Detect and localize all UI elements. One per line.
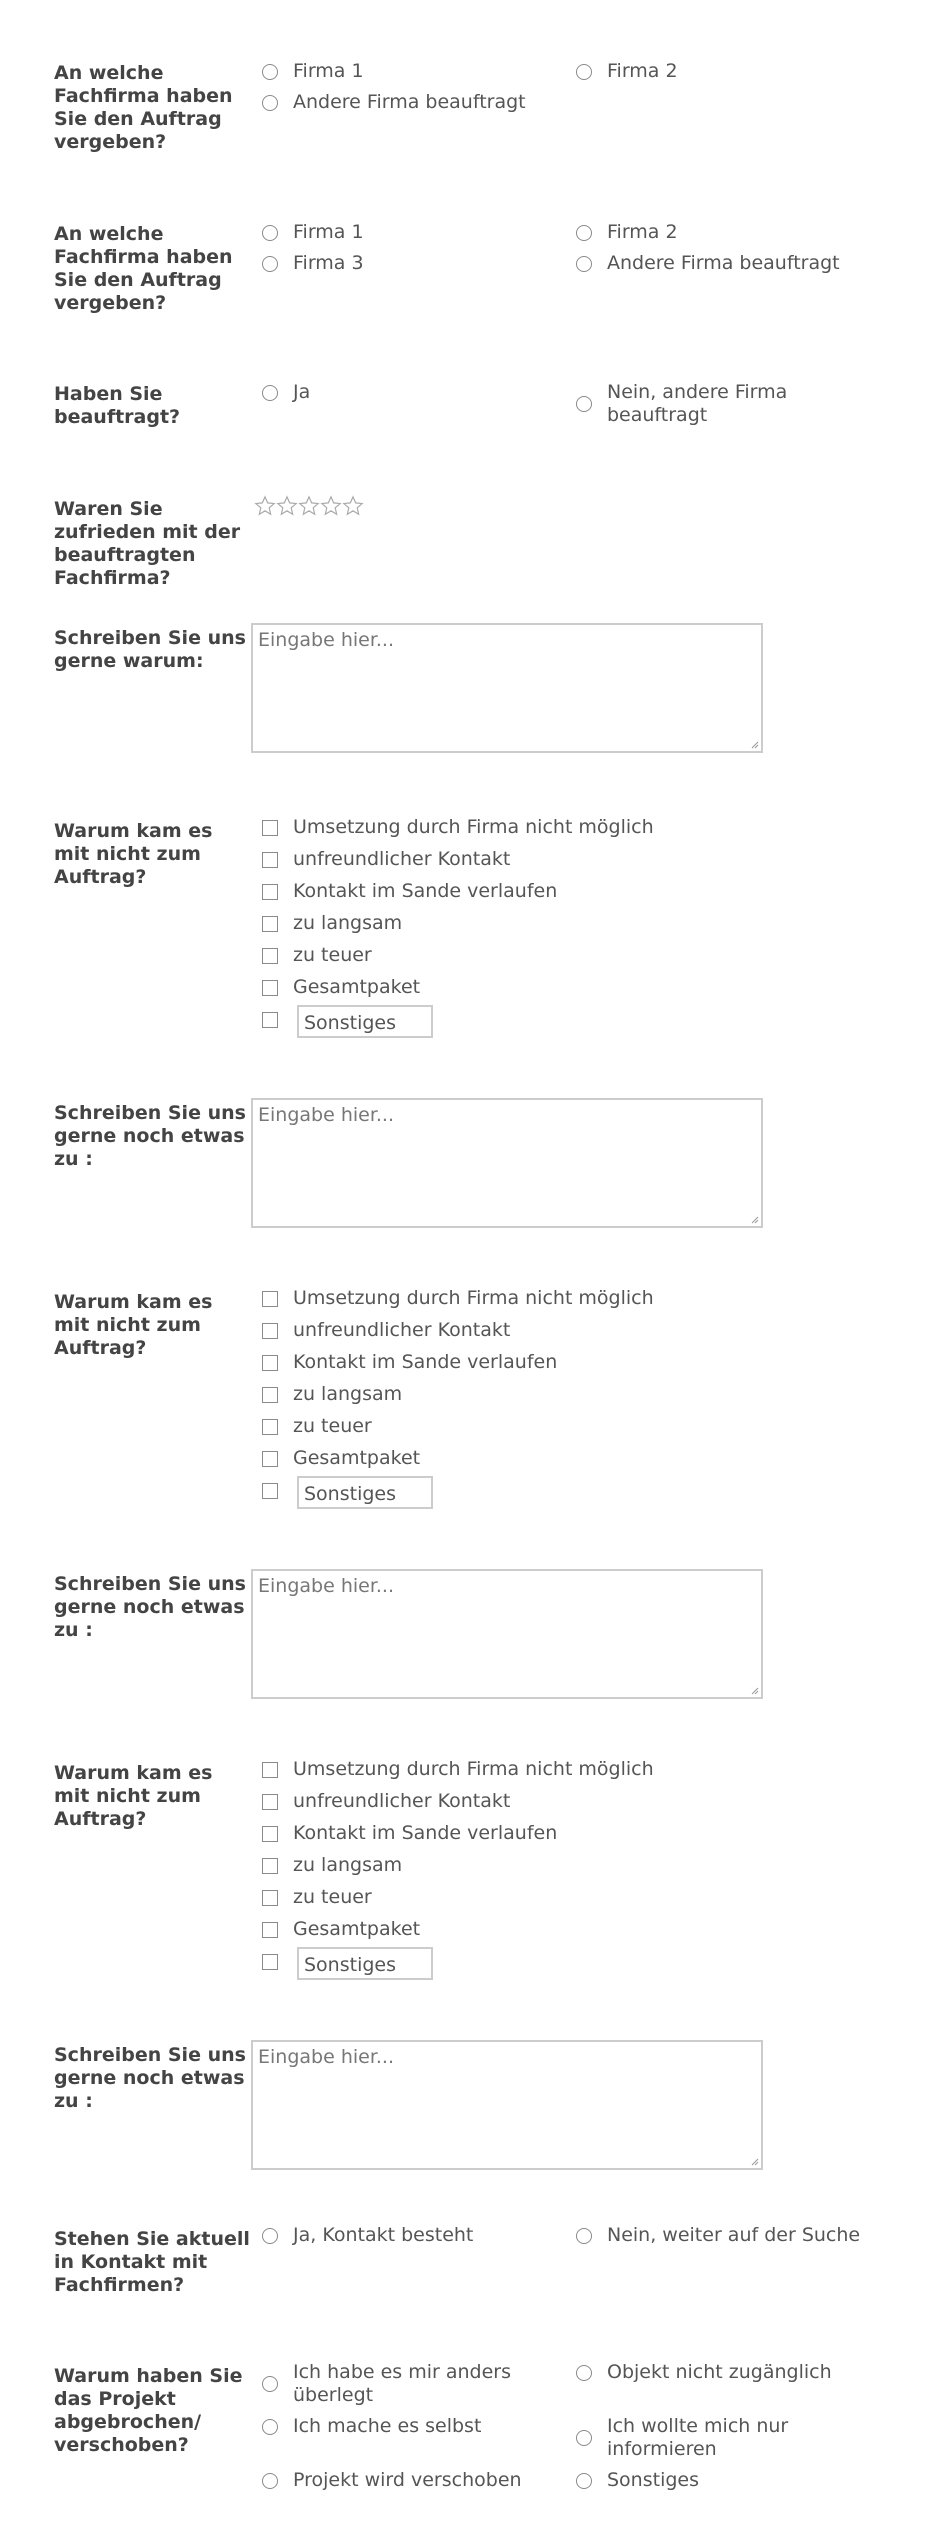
textarea-placeholder: Eingabe hier... bbox=[258, 629, 395, 651]
checkbox[interactable] bbox=[262, 852, 278, 868]
checkbox-option-sonstiges[interactable] bbox=[262, 1950, 293, 1970]
question-label-noch-etwas: Schreiben Sie uns gerne noch etwas zu : bbox=[54, 1573, 246, 1641]
checkbox[interactable] bbox=[262, 1922, 278, 1938]
checkbox-option[interactable] bbox=[262, 1886, 372, 1909]
radio-button[interactable] bbox=[576, 2473, 592, 2489]
checkbox-label: Umsetzung durch Firma nicht möglich bbox=[293, 1287, 654, 1309]
radio-button[interactable] bbox=[576, 2365, 592, 2381]
radio-button[interactable] bbox=[262, 95, 278, 111]
sonstiges-input[interactable] bbox=[297, 1947, 433, 1980]
radio-option-firma-2[interactable] bbox=[576, 60, 678, 83]
question-label-noch-etwas: Schreiben Sie uns gerne noch etwas zu : bbox=[54, 1102, 246, 1170]
checkbox-label: Gesamtpaket bbox=[293, 1918, 421, 1940]
checkbox[interactable] bbox=[262, 1323, 278, 1339]
checkbox-option[interactable] bbox=[262, 944, 372, 967]
radio-label: Objekt nicht zugänglich bbox=[607, 2361, 832, 2383]
radio-button[interactable] bbox=[262, 256, 278, 272]
checkbox-label: Umsetzung durch Firma nicht möglich bbox=[293, 1758, 654, 1780]
question-label-abgebrochen: Warum haben Sie das Projekt abgebrochen/ verschoben? bbox=[54, 2365, 243, 2456]
radio-button[interactable] bbox=[576, 396, 592, 412]
question-label-warum-kein-auftrag: Warum kam es mit nicht zum Auftrag? bbox=[54, 820, 213, 888]
checkbox-option[interactable] bbox=[262, 1758, 654, 1781]
checkbox-label: zu teuer bbox=[293, 1886, 372, 1908]
radio-label: Sonstiges bbox=[607, 2469, 700, 2491]
radio-option-andere-firma[interactable] bbox=[576, 252, 840, 275]
checkbox-label: unfreundlicher Kontakt bbox=[293, 1319, 511, 1341]
radio-option-nur-informieren[interactable] bbox=[576, 2415, 836, 2461]
checkbox[interactable] bbox=[262, 1826, 278, 1842]
radio-option-nein-andere-firma[interactable] bbox=[576, 381, 836, 427]
checkbox-option[interactable] bbox=[262, 1790, 510, 1813]
radio-label: Ich mache es selbst bbox=[293, 2415, 482, 2437]
question-label-fachfirma-1: An welche Fachfirma haben Sie den Auftrag vergeben? bbox=[54, 62, 233, 153]
radio-option-selbst[interactable] bbox=[262, 2415, 481, 2438]
checkbox-option-sonstiges[interactable] bbox=[262, 1008, 293, 1028]
star-icon[interactable] bbox=[342, 495, 364, 517]
radio-option-firma-2[interactable] bbox=[576, 221, 678, 244]
checkbox[interactable] bbox=[262, 1483, 278, 1499]
radio-label: Ja bbox=[293, 381, 311, 403]
comment-textarea[interactable] bbox=[251, 1098, 763, 1228]
checkbox[interactable] bbox=[262, 1954, 278, 1970]
checkbox-option[interactable] bbox=[262, 880, 557, 903]
question-label-warum-kein-auftrag: Warum kam es mit nicht zum Auftrag? bbox=[54, 1291, 213, 1359]
checkbox[interactable] bbox=[262, 980, 278, 996]
checkbox[interactable] bbox=[262, 1451, 278, 1467]
radio-button[interactable] bbox=[576, 2430, 592, 2446]
checkbox-label: zu langsam bbox=[293, 1383, 403, 1405]
radio-label: Andere Firma beauftragt bbox=[293, 91, 526, 113]
radio-option-firma-3[interactable] bbox=[262, 252, 364, 275]
radio-button[interactable] bbox=[262, 2473, 278, 2489]
checkbox-label: zu teuer bbox=[293, 944, 372, 966]
checkbox[interactable] bbox=[262, 916, 278, 932]
radio-button[interactable] bbox=[262, 385, 278, 401]
radio-label: Firma 1 bbox=[293, 60, 364, 82]
checkbox[interactable] bbox=[262, 884, 278, 900]
checkbox-label: Kontakt im Sande verlaufen bbox=[293, 880, 558, 902]
resize-grip-icon[interactable] bbox=[749, 2156, 759, 2166]
radio-option-firma-1[interactable] bbox=[262, 60, 364, 83]
radio-option-andere-firma[interactable] bbox=[262, 91, 526, 114]
checkbox-option[interactable] bbox=[262, 1447, 420, 1470]
checkbox[interactable] bbox=[262, 1890, 278, 1906]
checkbox-label: Gesamtpaket bbox=[293, 1447, 421, 1469]
checkbox-option[interactable] bbox=[262, 1854, 402, 1877]
checkbox-label: Gesamtpaket bbox=[293, 976, 421, 998]
radio-label: Firma 1 bbox=[293, 221, 364, 243]
input-placeholder: Sonstiges bbox=[304, 1954, 397, 1976]
checkbox-option[interactable] bbox=[262, 912, 402, 935]
question-label-kontakt: Stehen Sie aktuell in Kontakt mit Fachfirmen? bbox=[54, 2228, 250, 2296]
star-icon[interactable] bbox=[298, 495, 320, 517]
checkbox-option[interactable] bbox=[262, 1822, 557, 1845]
checkbox-option[interactable] bbox=[262, 1918, 420, 1941]
radio-option-verschoben[interactable] bbox=[262, 2469, 522, 2492]
radio-option-ja-kontakt[interactable] bbox=[262, 2224, 473, 2247]
sonstiges-input[interactable] bbox=[297, 1005, 433, 1038]
radio-option-sonstiges[interactable] bbox=[576, 2469, 699, 2492]
checkbox[interactable] bbox=[262, 1419, 278, 1435]
radio-option-objekt-nicht-zugaenglich[interactable] bbox=[576, 2361, 832, 2384]
radio-option-anders-ueberlegt[interactable] bbox=[262, 2361, 552, 2407]
star-icon[interactable] bbox=[276, 495, 298, 517]
radio-label: Ich wollte mich nur informieren bbox=[607, 2415, 789, 2460]
checkbox-option[interactable] bbox=[262, 1319, 510, 1342]
radio-option-nein-suche[interactable] bbox=[576, 2224, 860, 2247]
comment-textarea[interactable] bbox=[251, 2040, 763, 2170]
checkbox-option[interactable] bbox=[262, 1351, 557, 1374]
question-label-warum-kein-auftrag: Warum kam es mit nicht zum Auftrag? bbox=[54, 1762, 213, 1830]
question-label-zufrieden: Waren Sie zufrieden mit der beauftragten Fachfirma? bbox=[54, 498, 241, 589]
checkbox-label: unfreundlicher Kontakt bbox=[293, 1790, 511, 1812]
checkbox-label: Kontakt im Sande verlaufen bbox=[293, 1351, 558, 1373]
radio-label: Firma 3 bbox=[293, 252, 364, 274]
checkbox-option[interactable] bbox=[262, 816, 654, 839]
checkbox-option[interactable] bbox=[262, 1287, 654, 1310]
radio-label: Nein, weiter auf der Suche bbox=[607, 2224, 861, 2246]
checkbox-label: Kontakt im Sande verlaufen bbox=[293, 1822, 558, 1844]
checkbox[interactable] bbox=[262, 1762, 278, 1778]
radio-button[interactable] bbox=[576, 64, 592, 80]
checkbox[interactable] bbox=[262, 1012, 278, 1028]
radio-label: Projekt wird verschoben bbox=[293, 2469, 522, 2491]
sonstiges-input[interactable] bbox=[297, 1476, 433, 1509]
radio-button[interactable] bbox=[262, 2228, 278, 2244]
radio-label: Firma 2 bbox=[607, 221, 678, 243]
checkbox-option[interactable] bbox=[262, 848, 510, 871]
checkbox-option[interactable] bbox=[262, 976, 420, 999]
resize-grip-icon[interactable] bbox=[749, 1685, 759, 1695]
radio-button[interactable] bbox=[576, 256, 592, 272]
comment-textarea[interactable] bbox=[251, 623, 763, 753]
radio-label: Nein, andere Firma beauftragt bbox=[607, 381, 788, 426]
radio-button[interactable] bbox=[262, 225, 278, 241]
checkbox-label: zu langsam bbox=[293, 1854, 403, 1876]
checkbox[interactable] bbox=[262, 1794, 278, 1810]
radio-label: Andere Firma beauftragt bbox=[607, 252, 840, 274]
star-icon[interactable] bbox=[254, 495, 276, 517]
radio-button[interactable] bbox=[262, 64, 278, 80]
checkbox-option-sonstiges[interactable] bbox=[262, 1479, 293, 1499]
checkbox[interactable] bbox=[262, 1291, 278, 1307]
star-icon[interactable] bbox=[320, 495, 342, 517]
question-label-noch-etwas: Schreiben Sie uns gerne noch etwas zu : bbox=[54, 2044, 246, 2112]
question-label-warum: Schreiben Sie uns gerne warum: bbox=[54, 627, 246, 672]
checkbox-label: zu langsam bbox=[293, 912, 403, 934]
resize-grip-icon[interactable] bbox=[749, 1214, 759, 1224]
radio-button[interactable] bbox=[576, 225, 592, 241]
textarea-placeholder: Eingabe hier... bbox=[258, 1104, 395, 1126]
radio-button[interactable] bbox=[262, 2376, 278, 2392]
question-label-fachfirma-2: An welche Fachfirma haben Sie den Auftrag vergeben? bbox=[54, 223, 233, 314]
checkbox[interactable] bbox=[262, 1387, 278, 1403]
checkbox-option[interactable] bbox=[262, 1383, 402, 1406]
checkbox[interactable] bbox=[262, 1858, 278, 1874]
radio-option-ja[interactable] bbox=[262, 381, 310, 404]
checkbox-label: Umsetzung durch Firma nicht möglich bbox=[293, 816, 654, 838]
comment-textarea[interactable] bbox=[251, 1569, 763, 1699]
radio-option-firma-1[interactable] bbox=[262, 221, 364, 244]
textarea-placeholder: Eingabe hier... bbox=[258, 2046, 395, 2068]
checkbox-option[interactable] bbox=[262, 1415, 372, 1438]
radio-button[interactable] bbox=[262, 2419, 278, 2435]
radio-button[interactable] bbox=[576, 2228, 592, 2244]
checkbox[interactable] bbox=[262, 948, 278, 964]
input-placeholder: Sonstiges bbox=[304, 1012, 397, 1034]
resize-grip-icon[interactable] bbox=[749, 739, 759, 749]
checkbox[interactable] bbox=[262, 820, 278, 836]
checkbox-label: unfreundlicher Kontakt bbox=[293, 848, 511, 870]
textarea-placeholder: Eingabe hier... bbox=[258, 1575, 395, 1597]
checkbox[interactable] bbox=[262, 1355, 278, 1371]
radio-label: Ja, Kontakt besteht bbox=[293, 2224, 474, 2246]
question-label-beauftragt: Haben Sie beauftragt? bbox=[54, 383, 181, 428]
radio-label: Ich habe es mir anders überlegt bbox=[293, 2361, 512, 2406]
star-rating[interactable] bbox=[254, 495, 364, 517]
checkbox-label: zu teuer bbox=[293, 1415, 372, 1437]
radio-label: Firma 2 bbox=[607, 60, 678, 82]
input-placeholder: Sonstiges bbox=[304, 1483, 397, 1505]
